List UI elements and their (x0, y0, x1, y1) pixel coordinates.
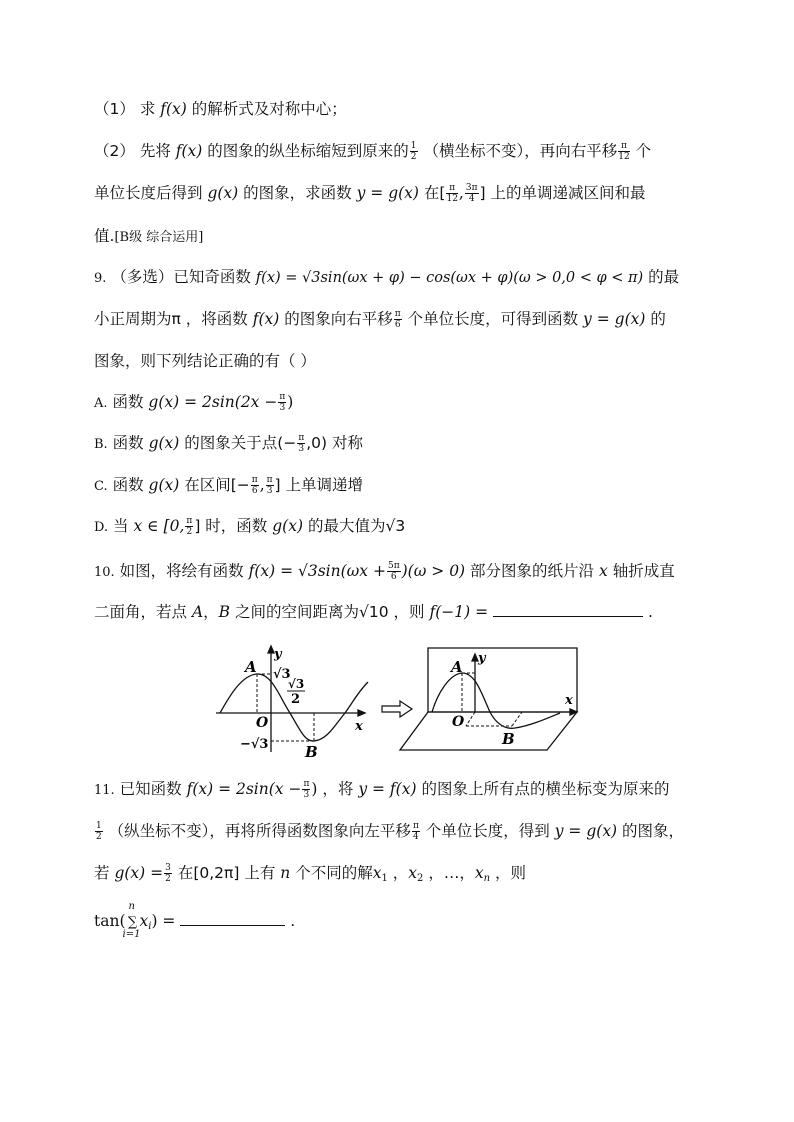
math-eq: f(x) = √3sin(ωx + φ) − cos(ωx + φ)(ω > 0,0 < φ < π) (255, 270, 644, 286)
frac-den: 6 (251, 486, 258, 496)
frac-den: 3 (298, 444, 305, 454)
frac-num: π (394, 309, 401, 319)
fraction (394, 309, 402, 330)
frac-num: π (303, 779, 310, 789)
frac-num: 1 (96, 821, 102, 831)
label-x: x (355, 719, 363, 734)
sum-upper: n (128, 901, 135, 912)
text: 值. (94, 227, 115, 245)
label-x-right: x (565, 693, 573, 708)
q9-line2 (94, 308, 666, 330)
b-drop-right (512, 712, 522, 726)
q8-part2-line1 (94, 140, 651, 162)
fraction (164, 863, 172, 884)
text: 之间的空间距离为√10 ，则 (235, 603, 425, 621)
text: 在[ (423, 184, 446, 202)
text: 的图象关于点(− (184, 434, 297, 452)
math-eq: f(−1) = (429, 603, 489, 621)
q10-figure (210, 640, 590, 760)
fraction (266, 475, 274, 496)
fraction (302, 779, 310, 800)
text: ，将 (322, 780, 354, 798)
text: 在[0,2π] 上有 (177, 864, 276, 882)
q10-line1 (94, 560, 675, 584)
lower-curve (490, 712, 560, 728)
frac-num: π (412, 821, 419, 831)
frac-num: π (298, 433, 305, 443)
math-gx: g(x) (272, 517, 303, 535)
fraction (387, 561, 401, 582)
text: 图象，则下列结论正确的有（ ） (94, 352, 316, 370)
text: ] 上单调递增 (274, 476, 364, 494)
frac-num: π (251, 475, 258, 485)
x-axis-arrow (358, 710, 365, 716)
text: 的图象向右平移 (284, 310, 393, 328)
text: 的解析式及对称中心； (191, 100, 347, 118)
frac-num: π (279, 392, 286, 402)
frac-den: 12 (618, 152, 630, 162)
fraction (446, 183, 457, 204)
math-x: x (599, 562, 608, 580)
frac-num: 3π (465, 183, 478, 193)
text: 个单位长度，可得到函数 (407, 310, 579, 328)
right-graph (400, 648, 577, 750)
text: 个 (635, 142, 652, 160)
q10-line2 (94, 601, 653, 623)
text: 单位长度后得到 (94, 184, 203, 202)
math-eq: y = g(x) (554, 822, 618, 840)
math-fx: f(x) (160, 100, 187, 118)
label-b: B (305, 743, 318, 760)
frac-den: 3 (266, 486, 273, 496)
text: ) (287, 393, 294, 411)
question-number: 11. (94, 783, 115, 798)
q11-line1 (94, 778, 669, 802)
math-eq: g(x) = (114, 864, 164, 882)
label-neg-sqrt3: −√3 (240, 737, 269, 752)
q11-line4 (94, 901, 296, 940)
text: ， (387, 864, 409, 882)
question-number: 9. (94, 271, 107, 286)
text: （多选）已知奇函数 (111, 268, 251, 286)
math-eq: )(ω > 0) (401, 562, 466, 580)
label-o-right: O (452, 714, 465, 730)
fraction (278, 392, 286, 413)
frac-den: 3 (303, 790, 310, 800)
text: 的图象的纵坐标缩短到原来的 (207, 142, 409, 160)
fraction-pi-12 (618, 141, 629, 162)
frac-num: π (446, 183, 457, 194)
text: 在区间[− (184, 476, 250, 494)
frac-den: 4 (468, 194, 475, 204)
frac-den: 2 (186, 527, 193, 537)
math-gx: g(x) (207, 184, 239, 202)
math-fx: f(x) (175, 142, 203, 160)
frac-den: 2 (165, 874, 171, 884)
label-o: O (256, 715, 269, 731)
text: 的最大值为√3 (307, 517, 406, 535)
frac-den: 2 (96, 832, 102, 842)
text: 函数 (112, 476, 144, 494)
subscript: 2 (417, 873, 424, 884)
q8-part2-line2: 单位长度后得到 g(x) 的图象，求函数 y = g(x) 在[ $\frac{\pi}{12}$ , $\frac{3\pi}{4}$ ] 上的单调递减区间和最 (94, 183, 646, 204)
subscript: 1 (381, 873, 388, 884)
text: 函数 (112, 393, 144, 411)
text: ) (311, 780, 318, 798)
horizontal-plane (400, 712, 577, 750)
q9-option-c (94, 474, 363, 498)
part-number: （2） (94, 142, 135, 160)
q9-option-a (94, 391, 293, 415)
text: 求 (139, 100, 156, 118)
axis-projection (466, 712, 475, 726)
fraction (185, 516, 193, 537)
text: , (259, 476, 265, 494)
frac-den: 6 (390, 572, 397, 582)
math-n: n (280, 864, 291, 882)
text: 如图，将绘有函数 (119, 562, 244, 580)
subscript: n (483, 873, 491, 884)
arrow-shape (382, 701, 412, 717)
text: 的图象上所有点的横坐标变为原来的 (421, 780, 670, 798)
math-gx: g(x) (148, 476, 180, 494)
frac-num: π (186, 516, 193, 526)
q9-line3 (94, 350, 316, 372)
text: 已知函数 (119, 780, 182, 798)
text: ,0) 对称 (306, 434, 364, 452)
fold-arrow (382, 701, 412, 717)
fraction (297, 433, 305, 454)
text: ，则 (490, 864, 526, 882)
label-b-right: B (502, 730, 515, 748)
option-label: B. (94, 437, 108, 452)
frac-num: π (266, 475, 273, 485)
q11-line3 (94, 862, 526, 890)
text: 个不同的解 (295, 864, 373, 882)
text: （纵坐标不变），再将所得函数图象向左平移 (108, 822, 411, 840)
q9-option-b (94, 432, 363, 456)
label-y-right: y (478, 651, 486, 666)
q9-line1 (94, 266, 679, 290)
frac-den: 12 (446, 194, 458, 204)
text: 部分图象的纸片沿 (470, 562, 595, 580)
math-tan: tan( (94, 912, 126, 930)
text: 的 (650, 310, 666, 328)
frac-num: 5π (387, 561, 400, 571)
math-eq: f(x) = √3sin(ωx + (248, 562, 386, 580)
frac-num: 1 (410, 141, 417, 151)
text: 的图象，求函数 (243, 184, 352, 202)
math-eq: y = g(x) (356, 184, 419, 202)
label-y: y (274, 647, 282, 662)
math-eq: y = f(x) (358, 780, 417, 798)
sum-symbol (122, 901, 141, 940)
text: 函数 (112, 434, 144, 452)
math-eq: y = g(x) (583, 310, 646, 328)
q9-option-d (94, 515, 405, 539)
answer-blank[interactable] (493, 602, 643, 617)
answer-blank[interactable] (180, 911, 285, 926)
q8-part2-line3 (94, 225, 203, 249)
text: ] 时，函数 (194, 517, 268, 535)
q11-line2 (94, 820, 684, 842)
math-eq: ) = (151, 912, 176, 930)
option-label: D. (94, 520, 109, 535)
sum-lower: i=1 (122, 929, 141, 940)
math-fx: f(x) (252, 310, 280, 328)
math-x: x (372, 864, 382, 882)
point-b: B (218, 603, 231, 621)
text: 若 (94, 864, 110, 882)
math-x: x (139, 912, 149, 930)
point-a: A (191, 603, 204, 621)
fraction-half (410, 141, 418, 162)
math-gx: g(x) (148, 434, 180, 452)
label-sqrt3: √3 (273, 667, 291, 682)
label-sqrt3-half-den: 2 (291, 692, 301, 707)
math-x: x (408, 864, 418, 882)
fraction (95, 821, 103, 842)
part-number: （1） (94, 100, 135, 118)
text: ，…， (423, 864, 475, 882)
option-label: A. (94, 396, 108, 411)
subscript: i (148, 921, 152, 932)
math-eq: x ∈ [0, (133, 517, 185, 535)
frac-den: 3 (279, 403, 286, 413)
frac-den: 6 (394, 320, 401, 330)
frac-den: 4 (413, 832, 419, 842)
section-tag: [B级 综合运用] (114, 230, 204, 245)
text: 个单位长度，得到 (425, 822, 550, 840)
label-sqrt3-half-num: √3 (288, 677, 305, 691)
fraction (251, 475, 259, 496)
fraction (465, 183, 479, 204)
frac-num: 3 (165, 863, 171, 873)
sum-sign: ∑ (127, 915, 138, 930)
fraction (412, 821, 420, 842)
label-a: A (245, 658, 257, 676)
text: . (290, 912, 296, 930)
text: 的最 (648, 268, 680, 286)
label-a-right: A (451, 658, 463, 676)
math-eq: f(x) = 2sin(x − (186, 780, 302, 798)
text: . (647, 603, 653, 621)
option-label: C. (94, 479, 108, 494)
text: 的图象， (622, 822, 685, 840)
math-eq: g(x) = 2sin(2x − (148, 393, 278, 411)
text: 二面角，若点 (94, 603, 188, 621)
question-number: 10. (94, 565, 115, 580)
math-x: x (474, 864, 484, 882)
frac-den: 2 (410, 152, 417, 162)
q8-part1 (94, 98, 347, 120)
text: 先将 (139, 142, 171, 160)
text: （横坐标不变），再向右平移 (423, 142, 618, 160)
upper-curve (432, 673, 490, 712)
text: ] 上的单调递减区间和最 (479, 184, 646, 202)
text: ， (203, 603, 219, 621)
text: 当 (113, 517, 129, 535)
frac-num: π (618, 141, 629, 152)
text: 小正周期为π ，将函数 (94, 310, 248, 328)
text: 轴折成直 (612, 562, 675, 580)
